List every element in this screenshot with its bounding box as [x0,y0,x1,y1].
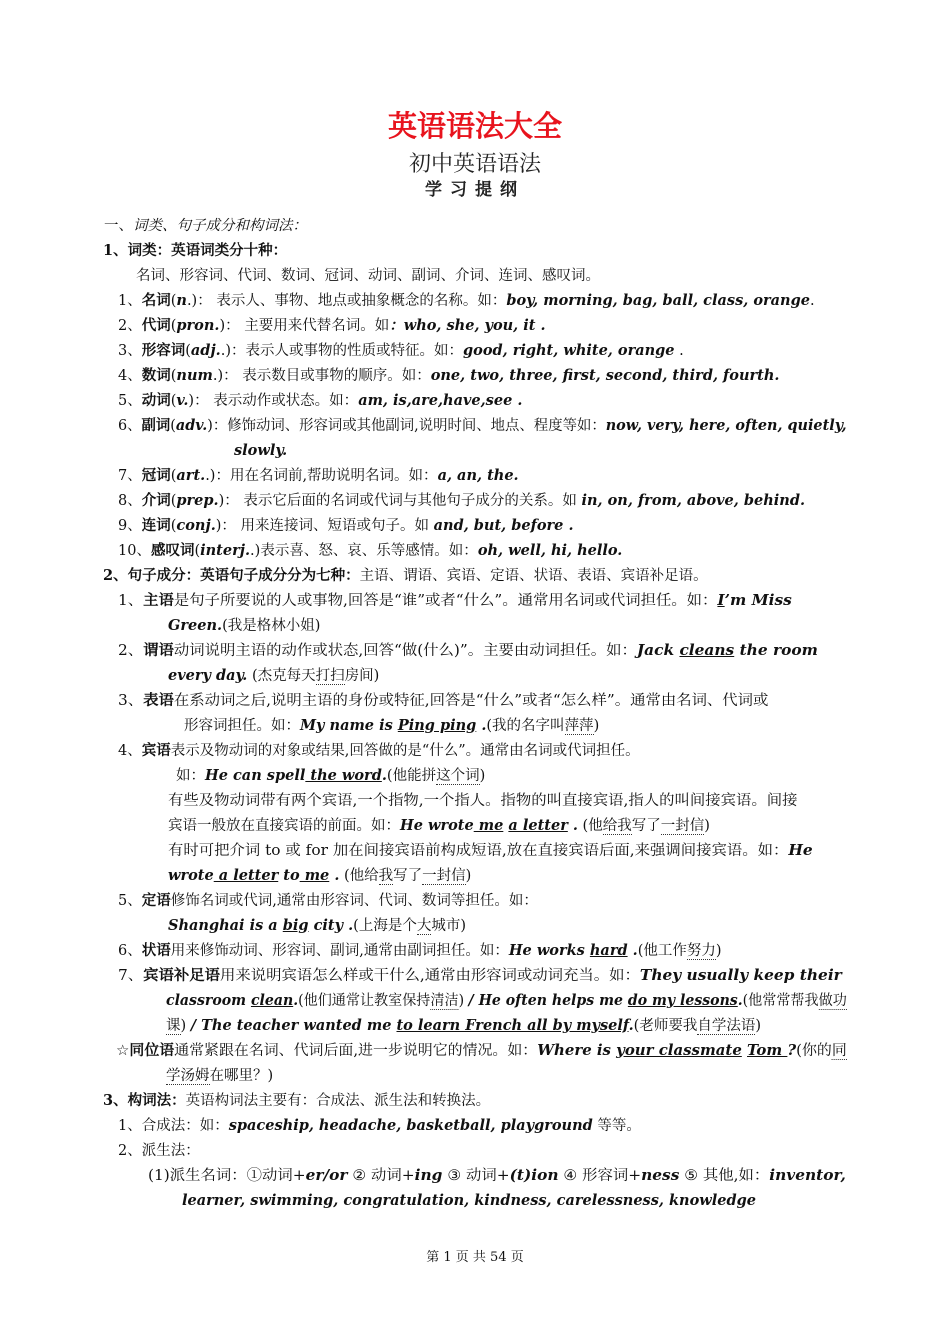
text-run: ) [715,943,722,959]
text-run: pron. [176,317,220,334]
text-run: 房间) [344,668,380,684]
text-line [103,1091,490,1111]
text-run: 给我 [602,818,632,834]
text-run: 主语 [143,592,174,609]
text-run: Tom [747,1042,788,1059]
text-run: ( [170,318,177,334]
text-run: 定语 [141,892,171,909]
text-run: 宾语补足语 [143,967,221,984]
document-subtitle-outline: 学习提纲 [425,180,525,200]
text-run: 我 [378,868,394,884]
text-run: interj. [200,542,251,559]
text-run: )：修饰动词、形容词或其他副词,说明时间、地点、程度等如： [207,418,606,434]
text-run: 形容词 [141,342,186,359]
text-run: hard [589,942,628,959]
text-run: 写了 [393,868,423,884]
text-run: adj. [190,342,221,359]
text-run: ( [170,368,177,384]
text-run: 名词 [141,292,171,309]
text-run: 代词 [141,317,171,334]
text-run: to learn French all by myself [396,1017,629,1034]
text-run: prep. [176,492,219,509]
text-run: (老师要我 [633,1018,698,1034]
text-run: 状语 [141,942,171,959]
text-run: ☆ [116,1043,130,1059]
text-run: in, on, from, above, behind. [581,492,806,509]
text-run: the room [734,642,818,659]
text-run: ( [170,493,177,509]
text-run: ness [641,1167,680,1184]
text-run: . [809,293,815,309]
text-line [118,466,519,486]
text-run: ) [465,868,472,884]
text-run: 动词说明主语的动作或状态,回答“做(什么)”。主要由动词担任。如： [173,643,637,659]
text-run: 清洁 [430,993,459,1009]
text-line [166,1066,273,1086]
text-run: the word [305,767,382,784]
text-run: art. [176,467,206,484]
text-run: to [278,867,300,884]
text-run: .)：表示人或事物的性质或特征。如： [220,343,464,359]
text-run: 1、 [118,593,144,609]
document-title: 英语语法大全 [387,109,562,143]
text-run: cleans [679,642,735,659]
text-run: 词类、句子成分和构词法： [133,218,307,234]
text-run: . [476,717,487,734]
text-run: ) [479,768,486,784]
text-run: (杰克每天 [247,668,316,684]
text-run: .)：用在名词前,帮助说明名词。如： [205,468,438,484]
text-run: 表语 [143,692,174,709]
text-run: 3、 [118,343,142,359]
text-line [118,541,622,561]
page-footer: 第 1 页 共 54 页 [426,1250,524,1265]
text-line [118,641,818,661]
text-run: me [299,867,330,884]
text-run: classroom [166,992,251,1009]
text-line [118,941,722,961]
text-run: adv. [175,417,208,434]
text-run: 主语、谓语、宾语、定语、状语、表语、宾语补足语。 [359,568,708,584]
text-run: . [567,817,578,834]
text-run: I [717,592,725,609]
text-run: inventor, [769,1167,846,1184]
text-line [118,366,779,386]
text-run: )： 表示动作或状态。如： [188,393,359,409]
text-line [118,691,768,711]
text-run: ( [170,518,177,534]
text-line [118,1116,641,1136]
text-run: 副词 [141,417,171,434]
text-line [168,841,813,861]
text-run: ( [170,418,176,434]
text-run: 修饰名词或代词,通常由形容词、代词、数词等担任。如： [170,893,538,909]
text-run: now, very, here, often, quietly, [605,417,847,434]
text-run: ) [180,1018,191,1034]
text-line [118,291,815,311]
text-line [166,1016,761,1036]
text-run: . [329,867,340,884]
text-run: 打扫 [315,668,345,684]
text-run: ⑤ 其他,如： [679,1168,770,1184]
text-run: (他常常帮我 [742,993,819,1009]
text-run: 名词、形容词、代词、数词、冠词、动词、副词、介词、连词、感叹词。 [136,268,600,284]
text-run: oh, well, hi, hello. [477,542,623,559]
text-run: 1、词类：英语词类分十种： [103,242,288,259]
text-run: .)： 表示人、事物、地点或抽象概念的名称。如： [186,293,507,309]
text-run: 如： [176,768,205,784]
text-run: 1、合成法：如： [118,1118,229,1134]
text-line [103,241,287,261]
text-line [118,491,805,511]
text-run: . [381,767,387,784]
text-run: big [282,917,309,934]
text-run: 同位语 [129,1042,175,1059]
text-run: 5、 [118,893,142,909]
text-run: 一、 [104,218,133,234]
text-run: a letter [213,867,279,884]
text-run: .)： 表示数目或事物的顺序。如： [212,368,431,384]
text-run: .)表示喜、怒、哀、乐等感情。如： [250,543,478,559]
text-run: 数词 [141,367,171,384]
text-run: . [674,343,684,359]
text-line [148,1166,846,1186]
text-line [234,441,287,461]
text-run: (他们通常让教室保持 [298,993,431,1009]
text-run: (你的 [796,1043,832,1059]
text-run: 6、 [118,943,142,959]
text-run: 冠词 [141,467,171,484]
text-run: / The teacher wanted me [190,1017,397,1034]
text-run: er/or [305,1167,348,1184]
text-run: and, but, before . [433,517,574,534]
text-run: 8、 [118,493,142,509]
text-line [118,891,538,911]
text-run: ：who, she, you, it . [389,317,546,334]
text-run: ( [185,343,191,359]
text-run: ( [194,543,201,559]
text-run: good, right, white, orange [463,342,675,359]
text-run: a letter [508,817,568,834]
text-run: Jack [636,642,680,659]
text-run: learner, swimming, congratulation, kindness, carelessness, knowledge [182,1192,756,1209]
text-run: 谓语 [143,642,174,659]
document-subtitle: 初中英语语法 [408,152,541,177]
text-line [176,766,485,786]
text-run: your classmate [616,1042,742,1059]
text-run: 7、 [118,968,144,984]
text-run: (1)派生名词：①动词+ [148,1168,306,1184]
text-line [168,816,710,836]
text-run: 这个词 [436,768,480,784]
text-run: slowly. [234,442,288,459]
text-run: )： 主要用来代替名词。如 [219,318,390,334]
text-run: Shanghai is a [168,917,283,934]
text-run: He can spell [205,767,306,784]
text-run: boy, morning, bag, ball, class, orange [506,292,810,309]
text-run: num [176,367,213,384]
text-run: me [473,817,504,834]
text-run: (我是格林小姐) [222,618,321,634]
text-run: ? [787,1042,797,1059]
text-run: am, is,are,have,see . [358,392,523,409]
text-run: (他工作 [637,943,687,959]
text-run: 表示及物动词的对象或结果,回答做的是“什么”。通常由名词或代词担任。 [170,743,640,759]
text-run: 4、 [118,368,142,384]
text-run: My name is [300,717,398,734]
text-run: Ping ping [397,717,477,734]
text-run: ) [593,718,600,734]
text-run: . [293,992,299,1009]
text-run: 用来修饰动词、形容词、副词,通常由副词担任。如： [170,943,509,959]
text-run: clean [250,992,294,1009]
text-run: ) [755,1018,761,1034]
text-line [103,566,708,586]
text-run: 英语构词法主要有：合成法、派生法和转换法。 [185,1093,491,1109]
text-run: 连词 [141,517,171,534]
text-line [104,216,307,236]
text-run: 3、构词法： [103,1092,186,1109]
text-run: 3、 [118,693,144,709]
text-run: 1、 [118,293,142,309]
text-run: n [176,292,187,309]
text-line [168,666,379,686]
text-line [118,741,640,761]
text-run: 有时可把介词 to 或 for 加在间接宾语前构成短语,放在直接宾语后面,来强调间接宾语。如： [168,843,789,859]
text-line [168,866,471,886]
text-line [168,791,797,811]
text-run: 形容词担任。如： [184,718,300,734]
text-run: 介词 [141,492,171,509]
text-run: 2、 [118,318,142,334]
text-run: 宾语一般放在直接宾语的前面。如： [168,818,400,834]
text-run: every day. [168,667,248,684]
text-run: 在系动词之后,说明主语的身份或特征,回答是“什么”或者“怎么样”。通常由名词、代词或 [173,693,769,709]
text-run: conj. [176,517,216,534]
text-run: ② 动词+ [347,1168,415,1184]
text-run: 2、句子成分：英语句子成分分为七种： [103,567,360,584]
text-run: 9、 [118,518,142,534]
text-run: 同 [831,1043,847,1059]
text-line [118,516,574,536]
text-run: 大 [416,918,432,934]
text-run: 等等。 [592,1118,641,1134]
text-run: ) [704,818,710,834]
text-run: 课 [166,1018,181,1034]
text-run: 感叹词 [150,542,195,559]
text-line [182,1191,756,1211]
text-run: (上海是个 [353,918,417,934]
text-line [118,591,792,611]
text-line [168,916,466,936]
text-run: ( [170,468,177,484]
text-line [116,1041,847,1061]
text-run: ing [414,1167,443,1184]
text-run: wrote [168,867,214,884]
text-run: (他能拼 [386,768,437,784]
text-run: / He often helps me [468,992,628,1009]
text-run: Green. [168,617,223,634]
text-line [136,266,600,286]
text-run: ’m Miss [724,592,792,609]
text-run: ( [170,393,177,409]
text-run: 7、 [118,468,142,484]
text-run: 自学法语 [697,1018,756,1034]
text-run: 动词 [141,392,171,409]
text-run: 学汤姆 [166,1068,210,1084]
text-line [118,316,546,336]
text-run: 做功 [818,993,847,1009]
text-line [118,391,522,411]
text-line [118,341,684,361]
text-run: )： 用来连接词、短语或句子。如 [215,518,434,534]
text-line [118,1141,200,1161]
text-run: 是句子所要说的人或事物,回答是“谁”或者“什么”。通常用名词或代词担任。如： [173,593,718,609]
text-run: 城市) [431,918,466,934]
text-run: . [628,1017,634,1034]
text-run: (t)ion [509,1167,559,1184]
text-run: . [627,942,638,959]
text-run: 通常紧跟在名词、代词后面,进一步说明它的情况。如： [174,1043,538,1059]
text-run: ④ 形容词+ [558,1168,642,1184]
text-run: ) [458,993,469,1009]
text-run: He works [508,942,590,959]
text-line [118,966,842,986]
text-run: (他给 [339,868,379,884]
text-run: (他 [577,818,603,834]
text-run: 2、 [118,643,144,659]
text-run: ( [170,293,177,309]
text-run: 一封信 [660,818,705,834]
text-run: . [737,992,743,1009]
text-run: )： 表示它后面的名词或代词与其他句子成分的关系。如 [218,493,582,509]
text-run: 努力 [686,943,716,959]
text-run: 10、 [118,543,151,559]
text-line [184,716,599,736]
text-run: 写了 [631,818,661,834]
text-run: 宾语 [141,742,171,759]
text-run: They usually keep their [639,967,842,984]
text-run: 萍萍 [564,718,594,734]
text-run: spaceship, headache, basketball, playground [228,1117,593,1134]
text-run: Where is [537,1042,617,1059]
text-run: one, two, three, first, second, third, fourth. [430,367,780,384]
text-run: a, an, the. [437,467,519,484]
text-run: city . [308,917,354,934]
text-run: 6、 [118,418,142,434]
text-run: He [788,842,813,859]
text-line [166,991,847,1011]
text-run: 4、 [118,743,142,759]
text-run: 有些及物动词带有两个宾语,一个指物,一个指人。指物的叫直接宾语,指人的叫间接宾语。间接 [168,793,798,809]
text-run: 用来说明宾语怎么样或干什么,通常由形容词或动词充当。如： [220,968,640,984]
text-run: do my lessons [627,992,738,1009]
text-line [118,416,847,436]
text-run: 在哪里？) [209,1068,274,1084]
text-run: 一封信 [422,868,466,884]
text-run: v. [176,392,189,409]
text-run: 5、 [118,393,142,409]
text-run: ③ 动词+ [442,1168,510,1184]
text-run: 2、派生法： [118,1143,200,1159]
text-run: He wrote [400,817,474,834]
text-line [168,616,320,636]
text-run: (我的名字叫 [486,718,565,734]
